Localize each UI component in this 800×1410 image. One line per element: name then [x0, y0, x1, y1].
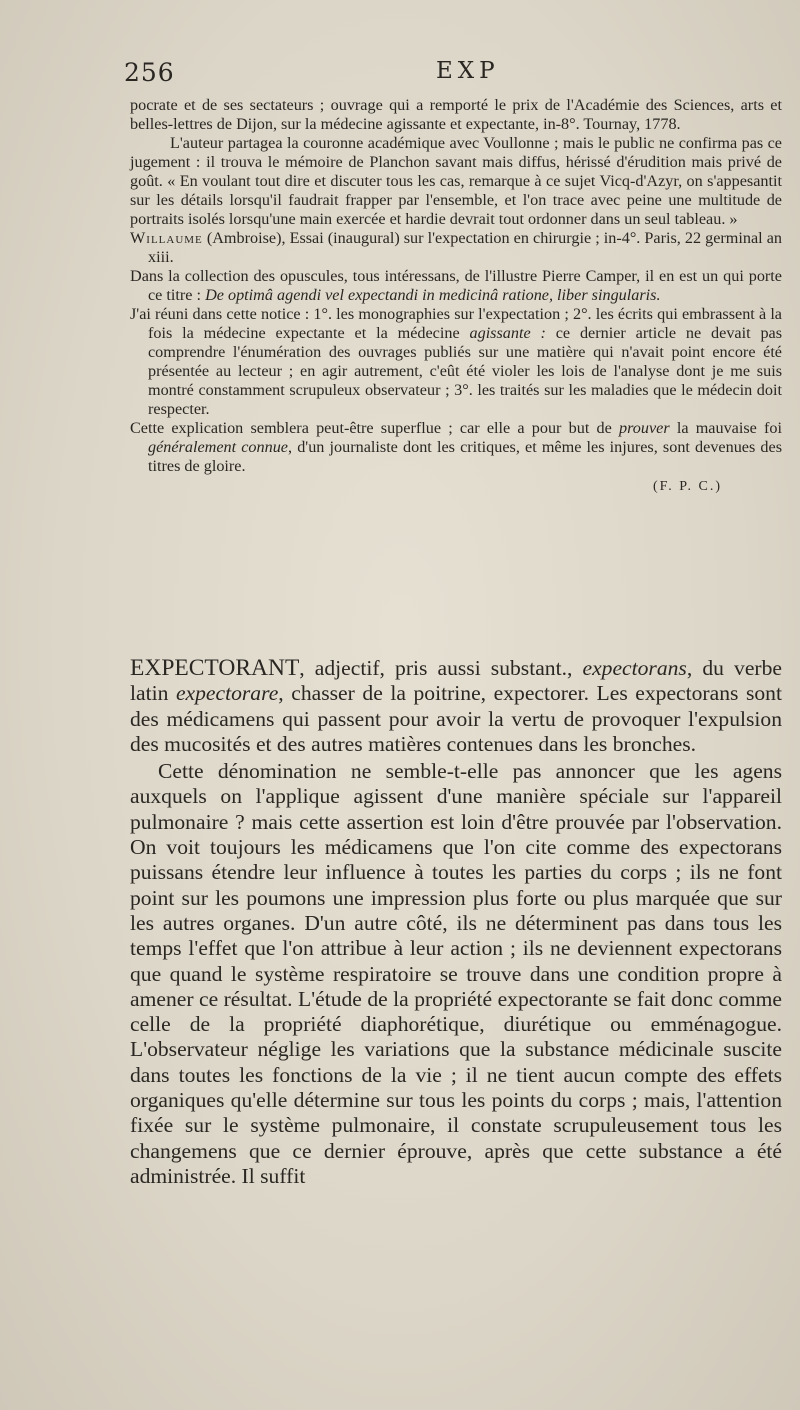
intro-italic-expectorare: expectorare: [175, 681, 279, 706]
notice-summary: [130, 305, 782, 419]
camper-text: Dans la collection des opuscules, tous intéressans, de l'illustre Pierre Camper, il en est un qui porte ce titre :: [130, 267, 782, 304]
explication-text-c: , d'un journaliste dont les critiques, et même les injures, sont devenues des titres de gloire.: [148, 438, 783, 475]
running-head: EXP: [436, 58, 500, 84]
notice-italic: agissante :: [469, 324, 546, 342]
willaume-entry: [130, 229, 782, 267]
camper-title: De optimâ agendi vel expectandi in medicinâ ratione, liber singularis.: [205, 286, 661, 304]
willaume-name: Willaume: [130, 229, 203, 247]
article-intro: [130, 656, 782, 757]
article-body-paragraph: Cette dénomination ne semble-t-elle pas annoncer que les agens auxquels on l'applique agissent d'une manière spéciale sur l'appareil pulmonaire ? mais cette assertion est loin d'être prouvée par l'observation. On voit toujours les médicamens que l'on cite comme des expectorans puissans étendre leur influence à toutes les parties du corps ; ils ne font point sur les poumons une impression plus forte ou plus marquée que sur les autres organes. D'un autre côté, ils ne déterminent pas dans tous les temps l'effet que l'on attribue à leur action ; ils ne deviennent expectorans que quand le système respiratoire se trouve dans une condition propre à amener ce résultat. L'étude de la propriété expectorante se fait donc comme celle de la propriété diaphorétique, diurétique ou emménagogue. L'observateur néglige les variations que la substance médicinale suscite dans toutes les fonctions de la vie ; il ne tient aucun compte des effets organiques qu'elle détermine sur tous les points du corps ; mais, l'attention fixée sur le système pulmonaire, il constate scrupuleusement tous les changemens que ce dernier éprouve, après que cette substance a été administrée. Il suffit: [130, 759, 782, 1188]
author-commentary: L'auteur partagea la couronne académique avec Voullonne ; mais le public ne confirma pas ce jugement : il trouva le mémoire de Planchon savant mais diffus, hérissé d'érudition mais privé de goût. « En voulant tout dire et discuter tous les cas, remarque à ce sujet Vicq-d'Azyr, on s'appesantit sur les détails lorsqu'il faudrait frapper par l'ensemble, et l'on trace avec peine une multitude de portraits isolés lorsqu'une main exercée et hardie devrait tout ordonner dans un seul tableau. »: [130, 134, 782, 228]
article-headword: EXPECTORANT: [130, 655, 300, 681]
bibliography-block: [130, 96, 782, 496]
main-article: [130, 656, 782, 1189]
intro-italic-expectorans: expectorans: [582, 656, 687, 680]
notice-text-a: J'ai réuni dans cette notice : 1°. les monographies sur l'expectation ; 2°. les écrits qui embrassent à la fois la médecine expectante et la médecine: [130, 305, 782, 342]
notice-text-b: ce dernier article ne devait pas comprendre l'énumération des ouvrages publiés sur une matière qui n'avait point encore été présentée au lecteur ; en agir autrement, c'eût été violer les lois de l'analyse dont je me suis montré constamment scrupuleux observateur ; 3°. les traités sur les maladies que le médecin doit respecter.: [148, 324, 783, 418]
page-number: 256: [124, 58, 175, 87]
explication-italic-prouver: prouver: [618, 419, 670, 437]
camper-entry: [130, 267, 782, 305]
intro-text-c: , chasser de la poitrine, expectorer. Les expectorans sont des médicamens qui passent pour avoir la vertu de provoquer l'expulsion des mucosités et des autres matières contenues dans les bronches.: [130, 681, 782, 756]
bibliography-continuation: pocrate et de ses sectateurs ; ouvrage qui a remporté le prix de l'Académie des Sciences, arts et belles-lettres de Dijon, sur la médecine agissante et expectante, in-8°. Tournay, 1778.: [130, 96, 782, 133]
explication-text-b: la mauvaise foi: [676, 419, 783, 437]
author-signature: (F. P. C.): [652, 479, 722, 494]
willaume-text: (Ambroise), Essai (inaugural) sur l'expectation en chirurgie ; in-4°. Paris, 22 germinal an xiii.: [148, 229, 783, 266]
explication-note: [130, 419, 782, 476]
explication-italic-connue: généralement connue: [148, 438, 288, 456]
explication-text-a: Cette explication semblera peut-être superflue ; car elle a pour but de: [130, 419, 612, 437]
page-header: [124, 58, 764, 88]
intro-text-a: , adjectif, pris aussi substant.,: [299, 656, 573, 680]
intro-text-b: , du verbe latin: [130, 656, 782, 706]
